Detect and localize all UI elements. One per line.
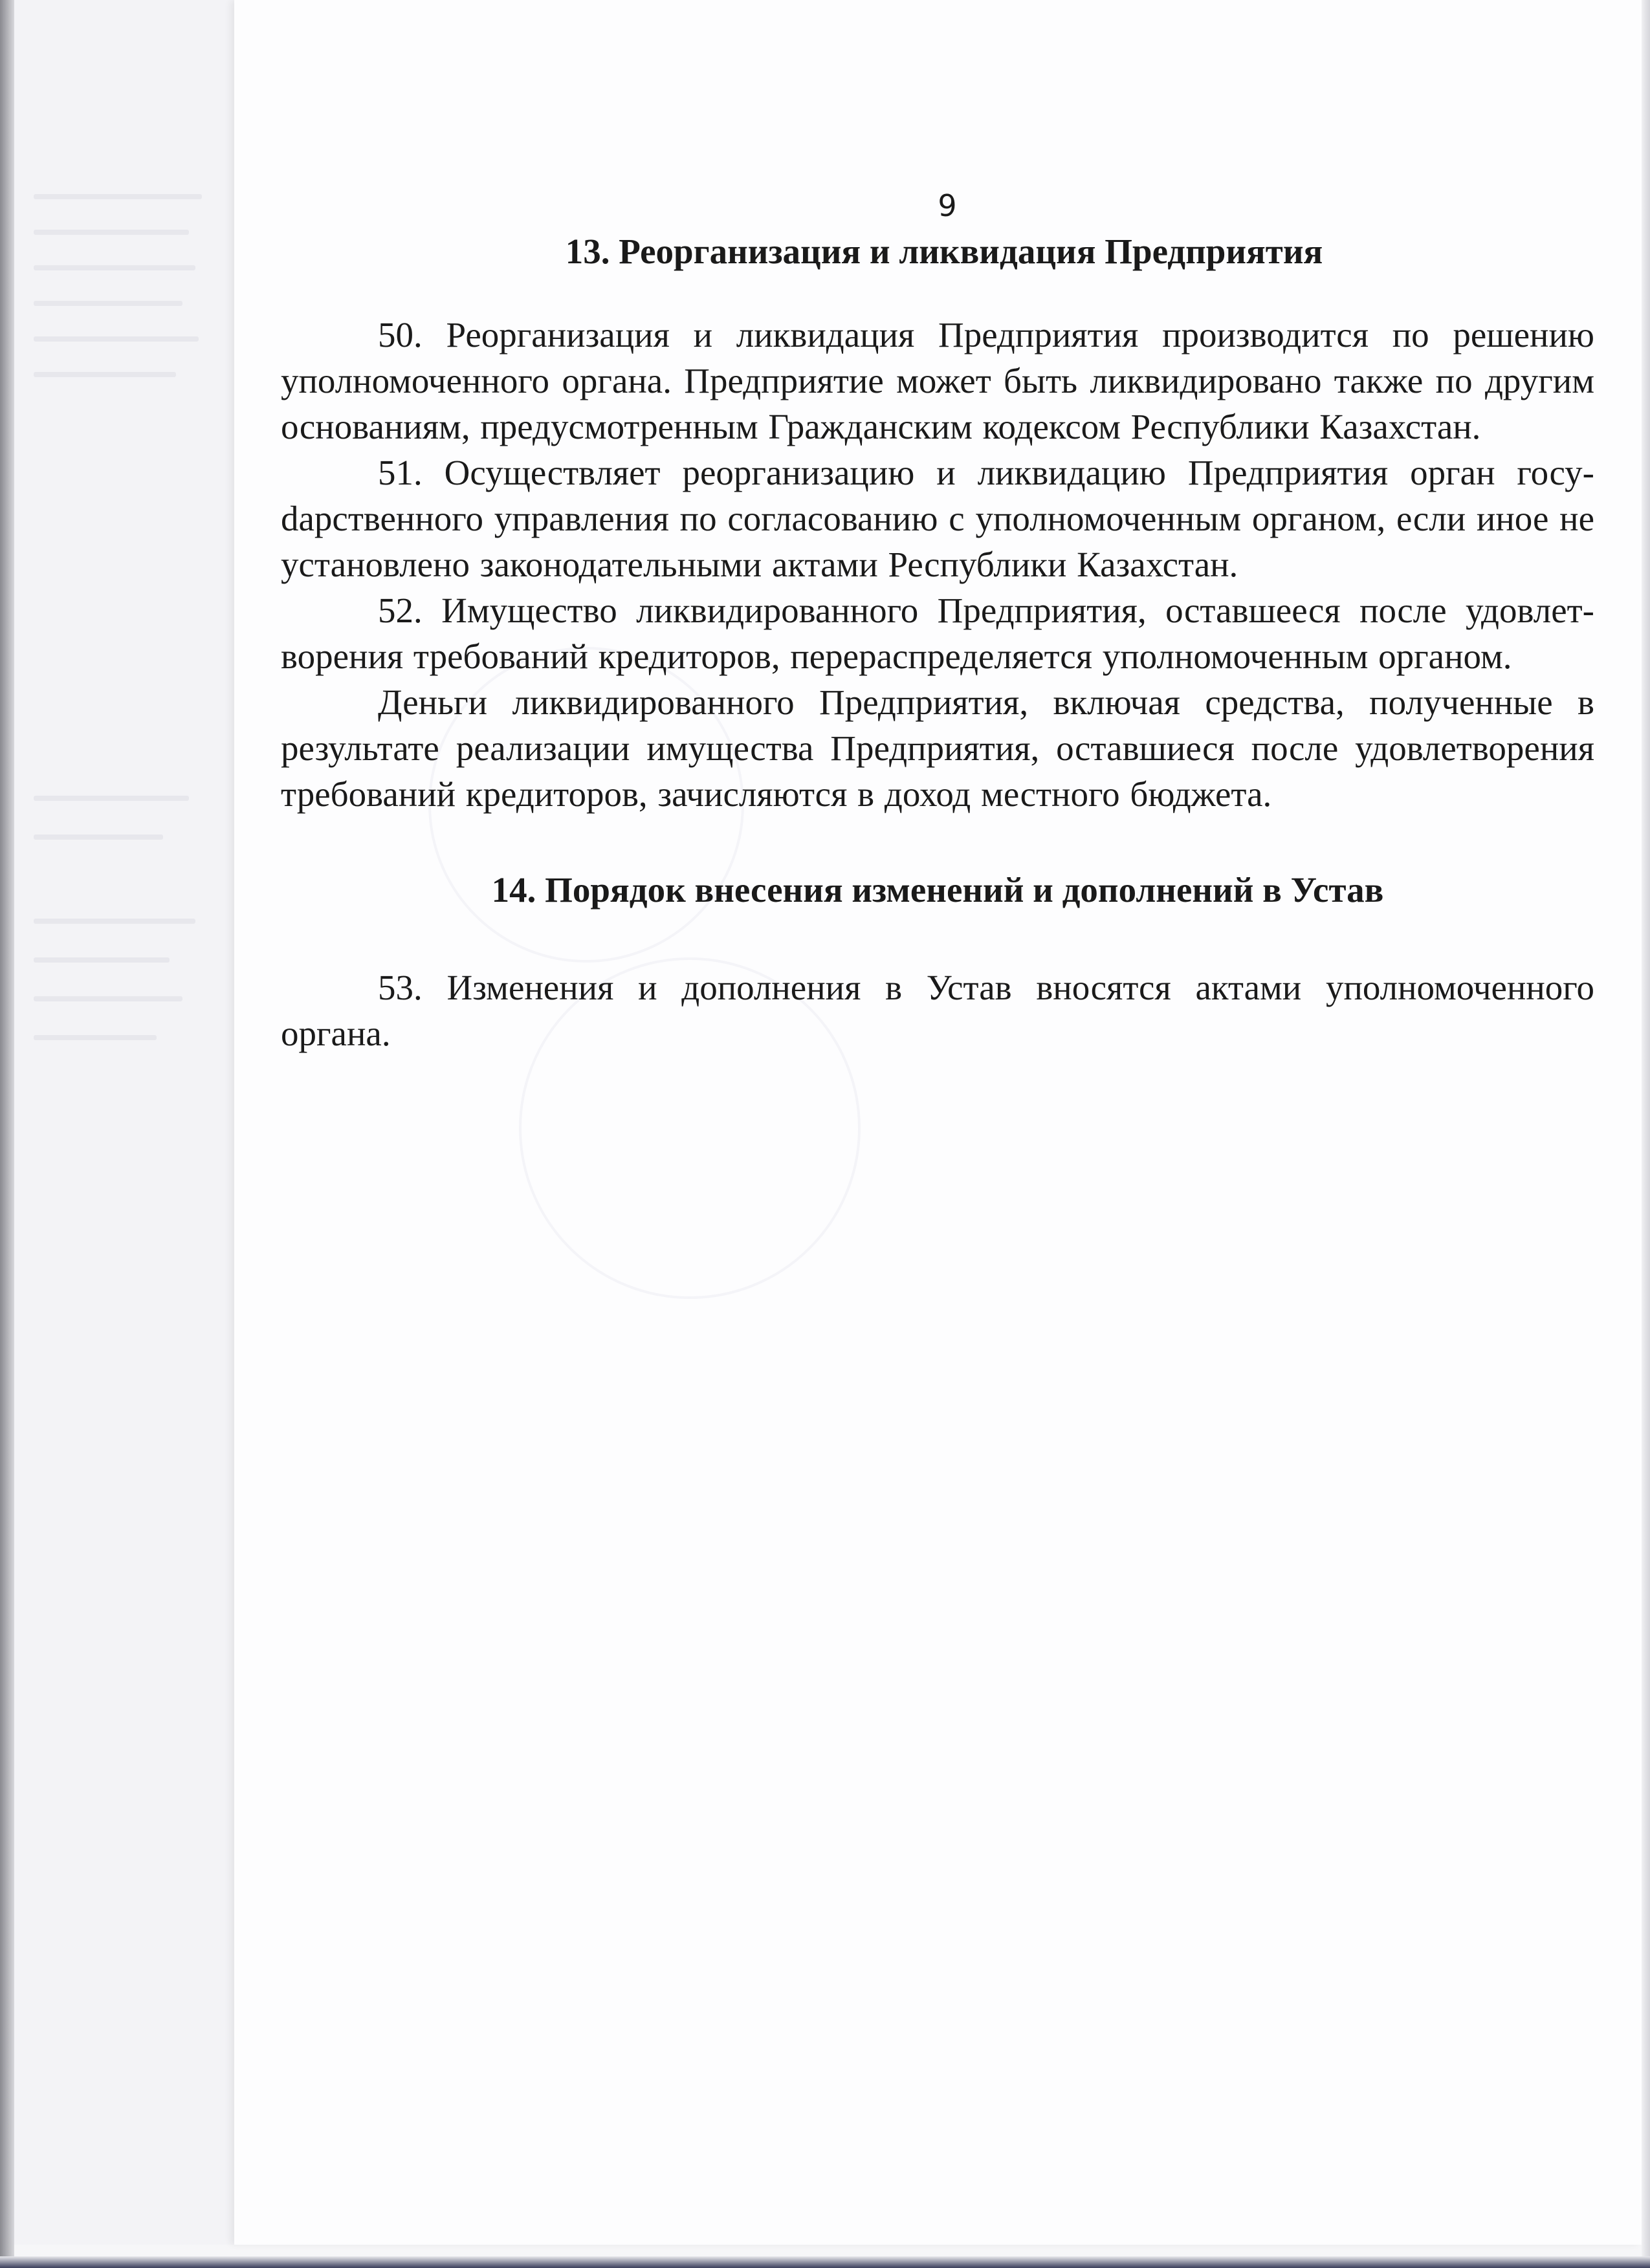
- bleed-through-line: [34, 301, 182, 306]
- bleed-through-line: [34, 1035, 157, 1040]
- section-13: [281, 229, 1594, 817]
- paragraph-52: 52. Имущество ликвидированного Предприятия, оставшееся после удовлетворения требований кредиторов, перераспределяется уполномоченным органом.: [281, 591, 1594, 676]
- paragraph-53: 53. Изменения и дополнения в Устав вносятся актами уполномоченного органа.: [281, 968, 1594, 1053]
- scan-edge-right: [1642, 0, 1650, 2268]
- bleed-through-line: [34, 265, 195, 270]
- bleed-through-line: [34, 996, 182, 1001]
- bleed-through-line: [34, 957, 170, 963]
- bleed-through-line: [34, 919, 195, 924]
- bleed-through-line: [34, 194, 202, 199]
- scan-edge-left: [0, 0, 14, 2268]
- document-page: [234, 0, 1642, 2245]
- scan-edge-bottom: [0, 2256, 1650, 2268]
- bleed-through-line: [34, 372, 176, 377]
- page-number: 9: [938, 188, 957, 223]
- section-title: 14. Порядок внесения изменений и дополнений в Устав: [491, 870, 1384, 910]
- paragraph-51: 51. Осуществляет реорганизацию и ликвидацию Предприятия орган госуdарственного управления по согласованию с уполномоченным органом, если иное не установлено законодательными актами Республики Казахстан.: [281, 453, 1594, 584]
- paragraph-52-money: Деньги ликвидированного Предприятия, включая средства, полученные в результате реализации имущества Предприятия, оставшиеся после удовлетворения требований кредиторов, зачисляются в доход местного бюджета.: [281, 682, 1594, 814]
- bleed-through-line: [34, 336, 199, 342]
- page-content: [281, 188, 1594, 1056]
- underlying-page-edge: [14, 0, 236, 2245]
- bleed-through-line: [34, 834, 163, 840]
- bleed-through-line: [34, 796, 189, 801]
- section-title: 13. Реорганизация и ликвидация Предприятия: [565, 232, 1323, 271]
- section-14: [281, 867, 1594, 1056]
- paragraph-50: 50. Реорганизация и ликвидация Предприятия производится по решению уполномоченного органа. Предприятие может быть ликвидировано также по другим основаниям, предусмотренным Гражданским кодексом Республики Казахстан.: [281, 315, 1594, 446]
- bleed-through-line: [34, 230, 189, 235]
